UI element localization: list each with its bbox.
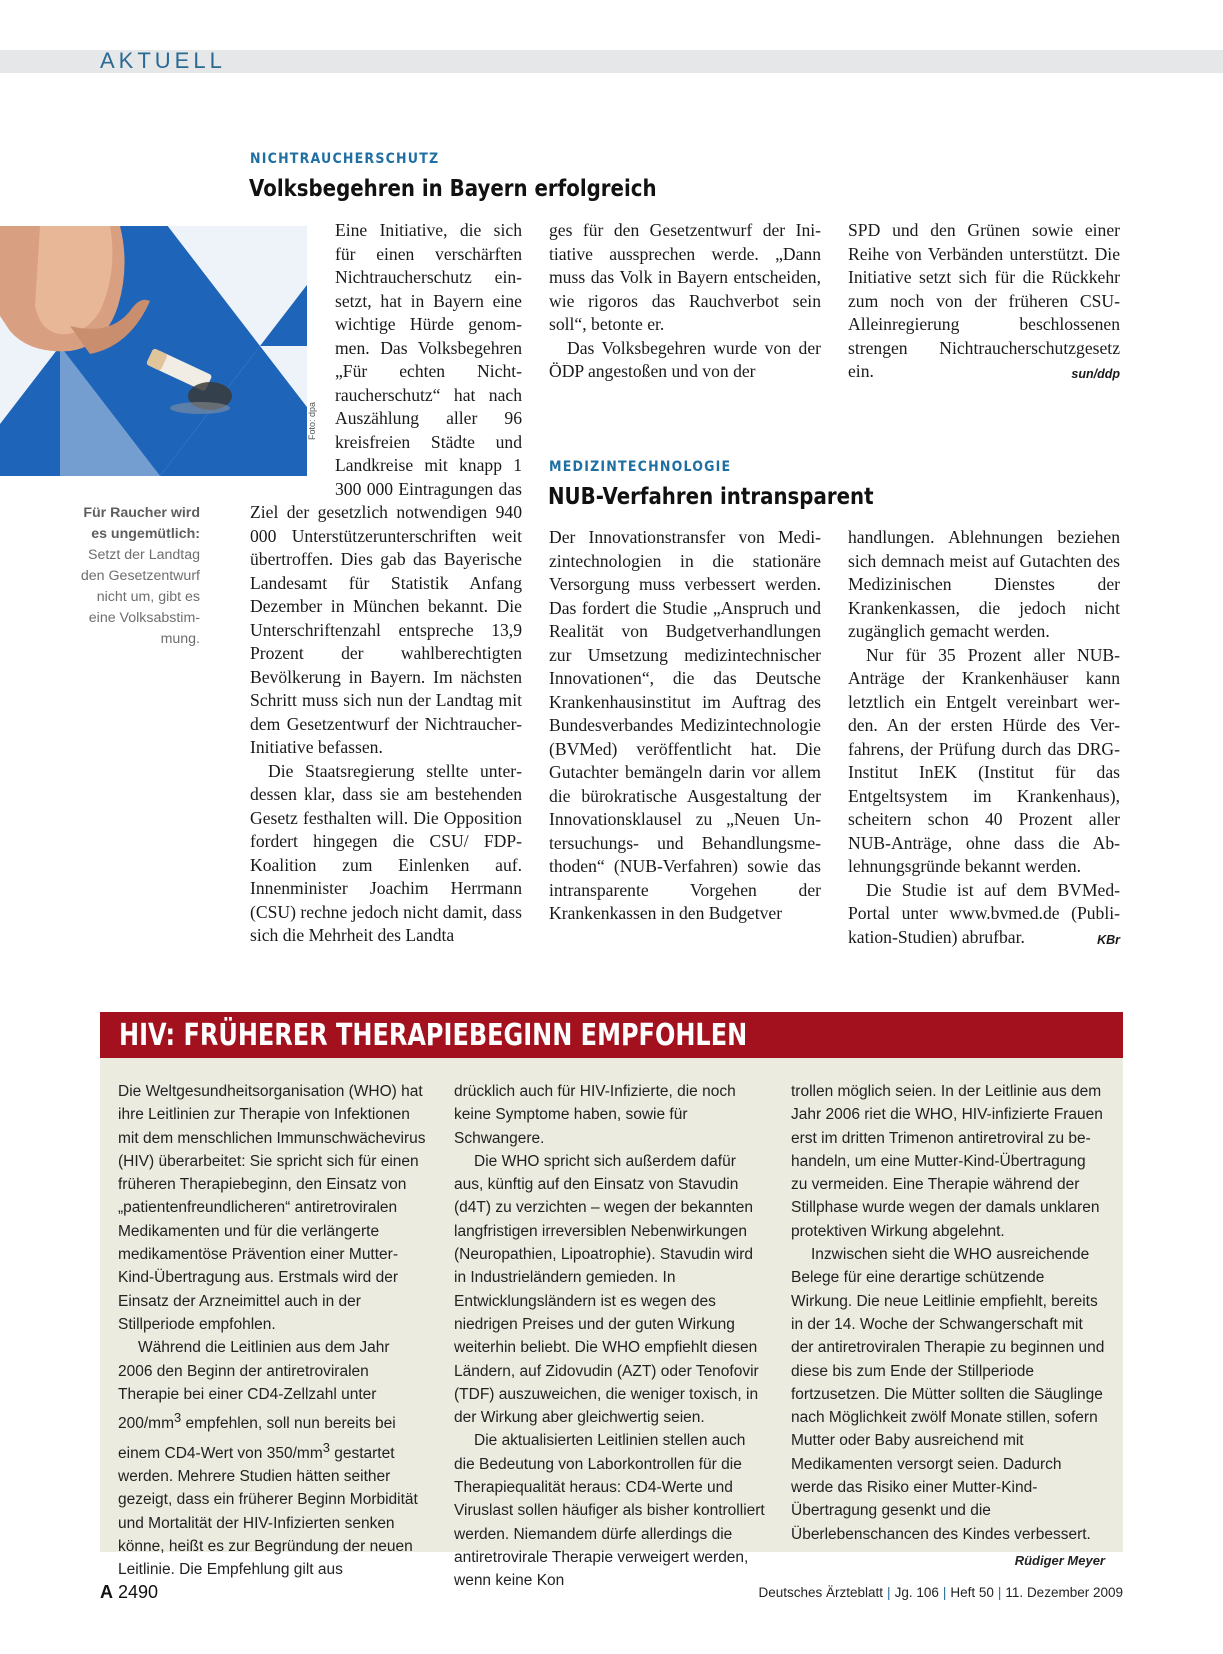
- hiv-paragraph: drücklich auch für HIV-Infizierte, die noch keine Symptome haben, sowie für Schwangere.: [454, 1083, 736, 1147]
- article1-paragraph: Das Volksbegehren wurde von der ÖDP angestoßen und von der: [549, 337, 821, 381]
- separator: |: [997, 1585, 1002, 1600]
- hiv-box-title: HIV: FRÜHERER THERAPIEBEGINN EMPFOHLEN: [119, 1018, 748, 1053]
- hiv-column-1: [118, 1080, 428, 1582]
- separator: |: [942, 1585, 947, 1600]
- article1-kicker: NICHTRAUCHERSCHUTZ: [250, 151, 440, 167]
- superscript: 3: [322, 1439, 330, 1455]
- article1-column-1: [250, 219, 522, 948]
- article2-kicker: MEDIZINTECHNOLOGIE: [549, 459, 732, 475]
- journal-footer: [758, 1583, 1123, 1603]
- hiv-paragraph: Die Weltgesundheitsorganisation (WHO) hat ihre Leitlinien zur Therapie von Infektionen mit dem menschlichen Immunschwächevirus (HIV) überarbeitet: Sie spricht sich für einen früheren Therapiebeginn, den Einsatz von „patientenfreundlicheren“ antiretroviralen Medikamenten und für die verlängerte medikamentöse Prävention einer Mutter-Kind-Übertragung aus. Erstmals wird der Einsatz der Arzneimittel auch in der Stillperiode empfohlen.: [118, 1083, 426, 1333]
- journal-issue: Heft 50: [950, 1585, 994, 1600]
- article1-column-2: [549, 219, 821, 384]
- photo-credit: Foto: dpa: [307, 401, 317, 440]
- hiv-text: empfehlen, soll nun bereits bei einem CD4-Wert von 350/mm: [118, 1415, 396, 1462]
- article2-paragraph: Nur für 35 Prozent aller NUB-Anträge der Krankenhäuser kann letztlich ein Entgelt vereinbart werden. An der ersten Hürde des Verfahrens, der Prüfung durch das DRG-Institut InEK (Institut für das Entgeltsystem im Krankenhaus), scheitern schon 40 Prozent aller NUB-Anträge, ohne dass die Ablehnungsgründe bekannt werden.: [848, 644, 1120, 876]
- article2-paragraph-text: Die Studie ist auf dem BVMed-Portal unter www.bvmed.de (Publikation-Studien) abrufbar.: [848, 879, 1120, 947]
- section-label: AKTUELL: [100, 48, 226, 73]
- article1-paragraph: [848, 219, 1120, 384]
- article1-paragraph-text: SPD und den Grünen sowie einer Reihe von Verbänden unterstützt. Die Initiative setzt sich für die Rückkehr zum noch von der früheren CSU-Alleinregierung beschlossenen strengen Nichtraucherschutzgesetz ein.: [848, 220, 1120, 381]
- hiv-paragraph: [791, 1243, 1105, 1568]
- photo-caption: [78, 503, 200, 650]
- article1-paragraph: Eine Initiative, die sich für einen verschärften Nichtraucherschutz einsetzt, hat in Bayern eine wichtige Hürde genommen. Das Volksbegehren „Für echten Nichtraucherschutz“ hat nach Auszählung aller 96 kreisfreien Städte und Landkreise mit knapp 1 300 000 Eintragungen das Ziel der gesetzlich notwendigen 940 000 Unterstützerunterschriften weit übertroffen. Dies gab das Bayerische Landesamt für Statistik Anfang Dezember in München bekannt. Die Unterschriftenzahl entspreche 13,9 Prozent der wahlberechtigten Bevölkerung in Bayern. Im nächsten Schritt muss sich nun der Landtag mit dem Gesetzentwurf der Nichtraucher-Initiative befassen.: [250, 220, 522, 757]
- page-prefix: A: [100, 1582, 113, 1602]
- superscript: 3: [174, 1410, 182, 1426]
- article2-paragraph: [848, 879, 1120, 950]
- image-wrap-spacer: [250, 219, 335, 499]
- article1-paragraph: Die Staatsregierung stellte unterdessen klar, dass sie am bestehenden Gesetz festhalten will. Die Opposition fordert hingegen die CSU/ FDP-Koalition zum Einlenken auf. Innenminister Joachim Herrmann (CSU) rechne jedoch nicht damit, dass sich die Mehrheit des Landta: [250, 760, 522, 945]
- journal-date: 11. Dezember 2009: [1005, 1585, 1123, 1600]
- hiv-signature: Rüdiger Meyer: [1014, 1552, 1105, 1568]
- hiv-column-3: [791, 1080, 1105, 1572]
- article1-signature: sun/ddp: [1071, 367, 1120, 381]
- hiv-paragraph: trollen möglich seien. In der Leitlinie aus dem Jahr 2006 riet die WHO, HIV-infizierte Frauen erst im dritten Trimenon antiretroviral zu behandeln, um eine Mutter-Kind-Übertragung zu vermeiden. Eine Therapie während der Stillphase wurde wegen der damals unklaren protektiven Wirkung abgelehnt.: [791, 1083, 1103, 1240]
- page-number: [100, 1580, 158, 1604]
- hiv-text: gestartet werden. Mehrere Studien hätten seither gezeigt, dass ein früherer Beginn Morbidität und Mortalität der HIV-Infizierten senken könne, heißt es zur Begründung der neuen Leitlinie. Die Empfehlung gilt aus: [118, 1444, 418, 1579]
- article2-paragraph: handlungen. Ablehnungen beziehen sich demnach meist auf Gutachten des Medizinischen Dienstes der Krankenkassen, die jedoch nicht zugänglich gemacht werden.: [848, 527, 1120, 641]
- page-number-value: 2490: [118, 1582, 159, 1602]
- article2-column-2: [848, 526, 1120, 952]
- article1-column-3: [848, 219, 1120, 387]
- hiv-paragraph: [118, 1336, 428, 1581]
- article2-signature: KBr: [1097, 932, 1120, 947]
- article2-column-1: [549, 526, 821, 926]
- article2-headline: NUB-Verfahren intransparent: [548, 484, 874, 510]
- article1-headline: Volksbegehren in Bayern erfolgreich: [249, 176, 657, 202]
- journal-name: Deutsches Ärzteblatt: [758, 1585, 884, 1600]
- hiv-text: Inzwischen sieht die WHO ausreichende Belege für eine derartige schützende Wirkung. Die neue Leitlinie empfiehlt, bereits in der 14. Woche der Schwangerschaft mit der antiretroviralen Therapie zu beginnen und diese bis zum Ende der Stillperiode fortzusetzen. Die Mütter sollten die Säuglinge nach Möglichkeit zwölf Monate stillen, sofern Mutter oder Baby ausreichend mit Medikamenten versorgt seien. Dadurch werde das Risiko einer Mutter-Kind-Übertragung gesenkt und die Überlebenschancen des Kindes verbessert.: [791, 1246, 1105, 1543]
- caption-lead: Für Raucher wird es ungemütlich:: [83, 505, 200, 542]
- article1-paragraph: ges für den Gesetzentwurf der Initiative aussprechen werde. „Dann muss das Volk in Bayern entscheiden, wie rigoros das Rauchverbot sein soll“, betonte er.: [549, 220, 821, 334]
- journal-volume: Jg. 106: [894, 1585, 939, 1600]
- article2-paragraph: Der Innovationstransfer von Medizintechnologien in die stationäre Versorgung muss verbessert werden. Das fordert die Studie „Anspruch und Realität von Budgetverhandlungen zur Umsetzung medizintechnischer Innovationen“, die das Deutsche Krankenhausinstitut im Auftrag des Bundesverbandes Medizintechnologie (BVMed) veröffentlicht hat. Die Gutachter bemängeln darin vor allem die bürokratische Ausgestaltung der Innovationsklausel zu „Neuen Untersuchungs- und Behandlungsmethoden“ (NUB-Verfahren) sowie das intransparente Vorgehen der Krankenkassen in den Budgetver: [549, 527, 821, 923]
- hiv-column-2: [454, 1080, 766, 1593]
- hiv-paragraph: Die WHO spricht sich außerdem dafür aus, künftig auf den Einsatz von Stavudin (d4T) zu verzichten – wegen der bekannten langfristigen irreversiblen Nebenwirkungen (Neuropathien, Lipoatrophie). Stavudin wird in Industrieländern gemieden. In Entwicklungsländern ist es wegen des niedrigen Preises und der guten Wirkung weiterhin beliebt. Die WHO empfiehlt diesen Ländern, auf Zidovudin (AZT) oder Tenofovir (TDF) auszuweichen, die weniger toxisch, in der Wirkung aber gleichwertig seien.: [454, 1152, 759, 1427]
- hiv-paragraph: Die aktualisierten Leitlinien stellen auch die Bedeutung von Laborkontrollen für die Therapiequalität heraus: CD4-Werte und Viruslast sollen häufiger als bisher kontrolliert werden. Niemandem dürfe allerdings die antiretrovirale Therapie verweigert werden, wenn keine Kon: [454, 1432, 765, 1590]
- separator: |: [887, 1585, 891, 1600]
- caption-text: Setzt der Landtag den Gesetzentwurf nicht um, gibt es eine Volksabstimmung.: [80, 547, 200, 647]
- hiv-text: Während die Leitlinien aus dem Jahr 2006 den Beginn der antiretroviralen Therapie bei einer CD4-Zellzahl unter 200/mm: [118, 1339, 390, 1433]
